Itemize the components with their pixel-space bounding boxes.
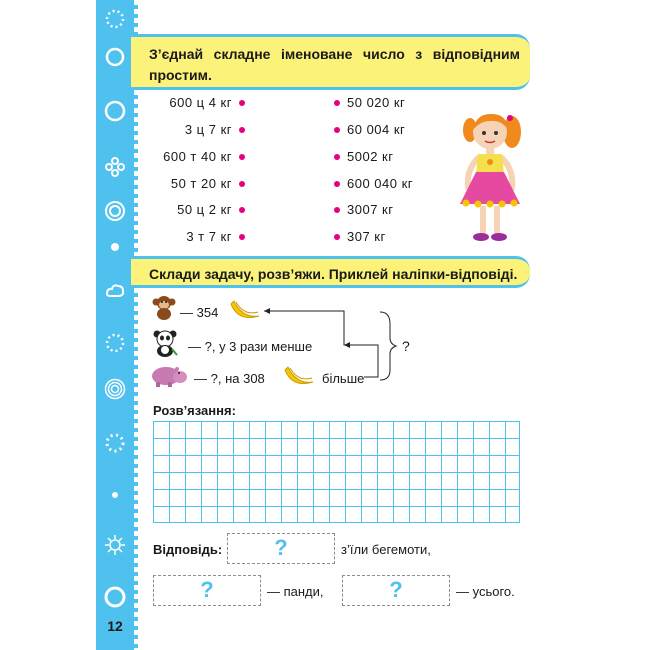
sun-icon <box>104 534 126 556</box>
compound-number: 3 т 7 кг <box>186 229 232 244</box>
connect-dot[interactable] <box>334 154 340 160</box>
task1-instruction: З’єднай складне іменоване число з відповідним простим. <box>131 34 530 90</box>
solution-grid[interactable] <box>153 421 520 523</box>
compound-number: 50 т 20 кг <box>170 176 232 191</box>
answer-label: Відповідь: <box>153 542 223 557</box>
monkey-icon <box>152 294 176 320</box>
concentric-rings-icon <box>104 378 126 400</box>
connect-dot[interactable] <box>239 127 245 133</box>
simple-number: 5002 кг <box>347 149 394 164</box>
compound-number: 3 ц 7 кг <box>184 122 232 137</box>
connect-dot[interactable] <box>334 234 340 240</box>
connect-dot[interactable] <box>239 181 245 187</box>
connect-dot[interactable] <box>239 100 245 106</box>
ring-icon <box>104 100 126 122</box>
task2-instruction: Склади задачу, розв’яжи. Приклей наліпки-відповіді. <box>131 256 530 288</box>
cloud-icon <box>104 280 126 302</box>
simple-number: 600 040 кг <box>347 176 414 191</box>
flower-icon <box>104 156 126 178</box>
girl-illustration <box>452 108 530 244</box>
dot-icon <box>104 484 126 506</box>
monkey-condition: — 354 <box>180 305 219 320</box>
panda-answer-box[interactable]: ? <box>153 575 261 606</box>
hippo-answer-box[interactable]: ? <box>227 533 335 564</box>
simple-number: 60 004 кг <box>347 122 406 137</box>
double-ring-icon <box>104 200 126 222</box>
connect-dot[interactable] <box>239 234 245 240</box>
simple-number: 3007 кг <box>347 202 394 217</box>
page-number: 12 <box>107 618 123 634</box>
total-answer-box[interactable]: ? <box>342 575 450 606</box>
connect-dot[interactable] <box>239 207 245 213</box>
hippo-answer-text: з’їли бегемоти, <box>341 542 431 557</box>
hippo-condition: — ?, на 308 <box>194 371 265 386</box>
compound-number: 600 т 40 кг <box>163 149 232 164</box>
panda-answer-text: — панди, <box>267 584 324 599</box>
simple-number: 307 кг <box>347 229 386 244</box>
connect-dot[interactable] <box>334 181 340 187</box>
dotted-circle-icon <box>104 8 126 30</box>
dotted-circle-icon <box>104 332 126 354</box>
dot-icon <box>104 236 126 258</box>
hippo-condition-suffix: більше <box>322 371 365 386</box>
total-answer-text: — усього. <box>456 584 515 599</box>
ring-icon <box>104 586 126 608</box>
banana-icon <box>228 298 262 326</box>
connect-dot[interactable] <box>334 207 340 213</box>
panda-condition: — ?, у 3 рази менше <box>188 339 313 354</box>
connect-dot[interactable] <box>334 127 340 133</box>
dotted-circle-icon <box>104 432 126 454</box>
spiral-edge <box>134 0 138 650</box>
panda-icon <box>152 329 178 357</box>
compound-number: 600 ц 4 кг <box>169 95 232 110</box>
total-question-mark: ? <box>402 338 410 354</box>
compound-number: 50 ц 2 кг <box>177 202 232 217</box>
ring-icon <box>104 46 126 68</box>
connect-dot[interactable] <box>334 100 340 106</box>
connect-dot[interactable] <box>239 154 245 160</box>
simple-number: 50 020 кг <box>347 95 406 110</box>
relation-arrows <box>260 300 420 390</box>
hippo-icon <box>150 364 188 388</box>
solution-label: Розв’язання: <box>153 403 236 418</box>
